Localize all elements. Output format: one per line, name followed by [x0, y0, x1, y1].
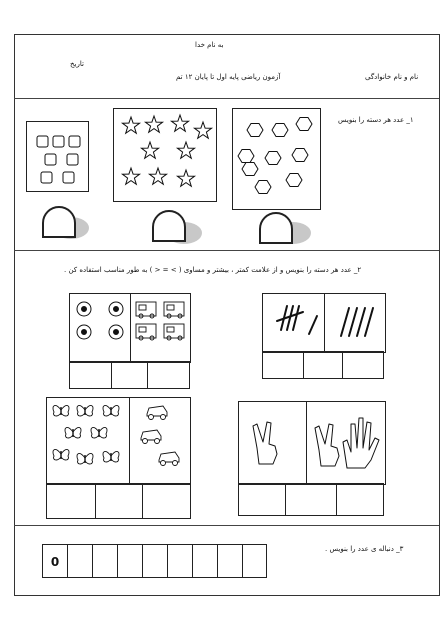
stars-box [113, 108, 217, 202]
answer-arch-2[interactable] [152, 210, 186, 242]
name-label: نام و نام خانوادگی [365, 73, 419, 81]
exam-title: آزمون ریاضی پایه اول تا پایان ۱۲ تم [176, 73, 281, 81]
sequence-cell[interactable] [242, 544, 267, 578]
question-2: ۲_ عدد هر دسته را بنویس و از علامت کمتر ، بیشتر و مساوی ( > = < ) به طور مناسب استفاده کن . [64, 266, 362, 274]
divider-1 [14, 98, 439, 99]
sequence-cell[interactable] [67, 544, 93, 578]
hexagons-box [232, 108, 321, 210]
balls-trucks-box [69, 293, 191, 363]
sequence-row [42, 544, 267, 578]
answer-arch-1[interactable] [42, 206, 76, 238]
answer-cell[interactable] [46, 483, 96, 519]
answer-arch-3[interactable] [259, 212, 293, 244]
answer-row-b [262, 351, 384, 379]
answer-cell[interactable] [147, 361, 190, 389]
rounded-square-icon [27, 122, 88, 191]
answer-cell[interactable] [262, 351, 304, 379]
sequence-cell[interactable] [217, 544, 243, 578]
hand-icon [239, 402, 385, 484]
answer-cell[interactable] [69, 361, 112, 389]
tally-box [262, 293, 386, 353]
hands-box [238, 401, 386, 485]
question-1: ۱_ عدد هر دسته را بنویس [338, 116, 414, 124]
answer-row-d [238, 483, 384, 516]
divider-3 [14, 525, 439, 526]
answer-row-a [69, 361, 190, 389]
date-label: تاریخ [70, 60, 84, 68]
basmala: به نام خدا [195, 41, 224, 49]
star-icon [114, 109, 216, 201]
sequence-cell[interactable] [92, 544, 118, 578]
answer-cell[interactable] [342, 351, 384, 379]
hexagon-icon [233, 109, 320, 209]
tally-mark-icon [263, 294, 385, 352]
answer-cell[interactable] [142, 483, 191, 519]
squares-box [26, 121, 89, 192]
car-icon [129, 398, 190, 484]
comparison-cell[interactable] [303, 351, 343, 379]
sequence-cell-first: 0 [42, 544, 68, 578]
comparison-cell[interactable] [95, 483, 143, 519]
butterfly-icon [47, 398, 129, 484]
answer-cell[interactable] [238, 483, 286, 516]
sequence-cell[interactable] [117, 544, 143, 578]
question-3: ۳_ دنباله ی عدد را بنویس . [325, 545, 404, 553]
answer-cell[interactable] [336, 483, 384, 516]
answer-row-c [46, 483, 191, 519]
butterflies-cars-box [46, 397, 191, 485]
divider-2 [14, 250, 439, 251]
sequence-cell[interactable] [192, 544, 218, 578]
comparison-cell[interactable] [111, 361, 148, 389]
truck-icon [130, 294, 190, 362]
comparison-cell[interactable] [285, 483, 337, 516]
sequence-cell[interactable] [167, 544, 193, 578]
sequence-cell[interactable] [142, 544, 168, 578]
